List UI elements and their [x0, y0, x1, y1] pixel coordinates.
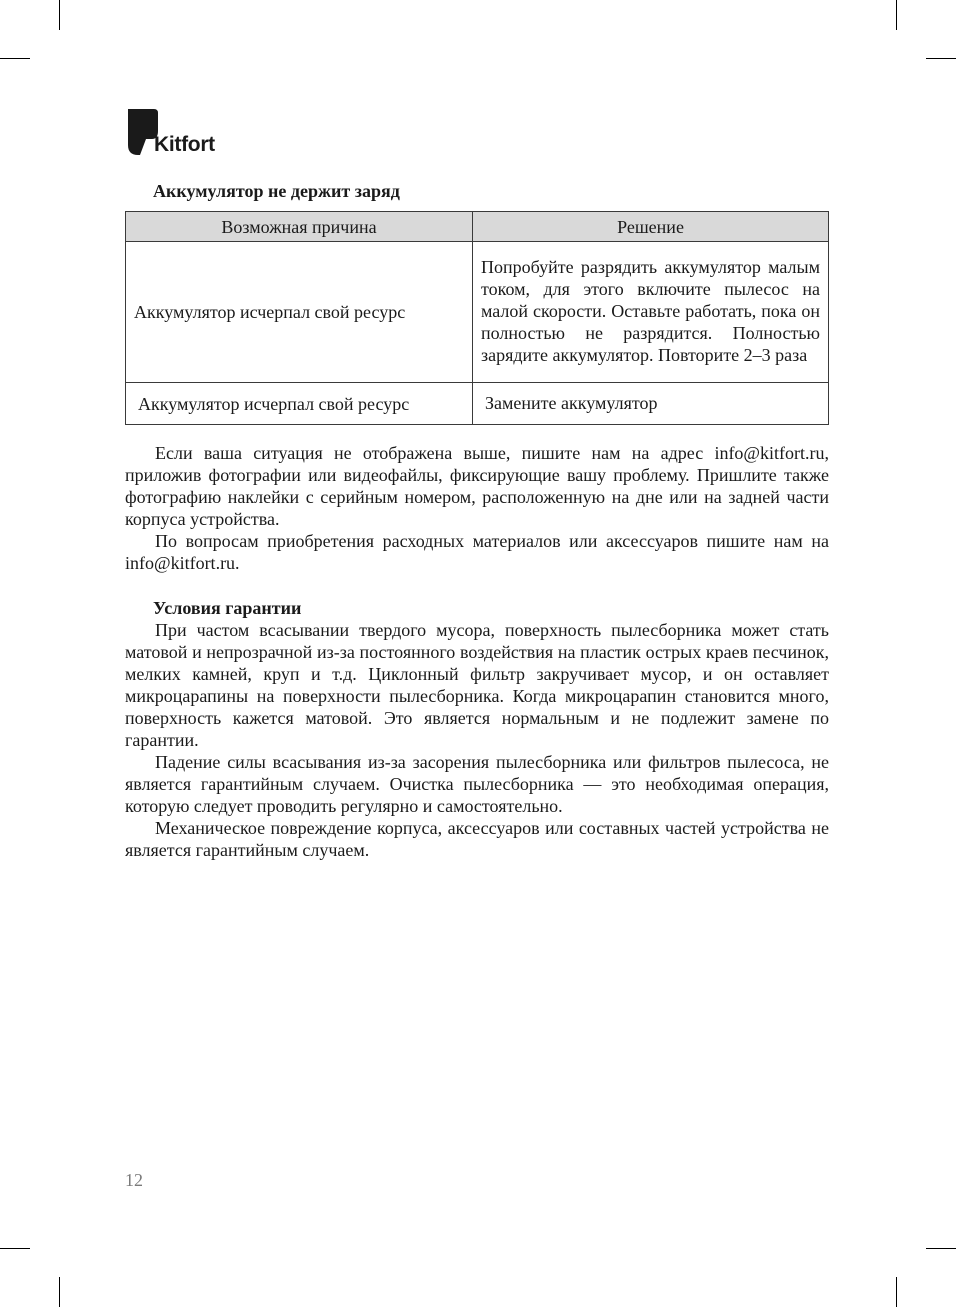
header-cause: Возможная причина	[126, 212, 473, 242]
solution-cell: Попробуйте разрядить аккумулятор малым током, для этого включите пылесос на малой скорости. Оставьте работать, пока он полностью не разрядится. Полностью зарядите аккумулятор. Повторите 2–3 раза	[473, 242, 829, 383]
crop-mark	[0, 58, 30, 59]
table-row	[126, 242, 829, 383]
crop-mark	[896, 1277, 897, 1307]
crop-mark	[926, 1248, 956, 1249]
table-header-row	[126, 212, 829, 242]
cause-cell: Аккумулятор исчерпал свой ресурс	[126, 242, 473, 383]
contact-paragraph: Если ваша ситуация не отображена выше, пишите нам на адрес info@kitfort.ru, приложив фотографии или видеофайлы, фиксирующие вашу проблему. Пришлите также фотографию наклейки с серийным номером, расположенную на дне или на задней части корпуса устройства.	[125, 443, 829, 529]
header-solution: Решение	[473, 212, 829, 242]
crop-mark	[896, 0, 897, 30]
page-number: 12	[125, 1170, 143, 1190]
warranty-paragraph: При частом всасывании твердого мусора, поверхность пылесборника может стать матовой и непрозрачной из-за постоянного воздействия на пластик острых краев песчинок, мелких камней, круп и т.д. Циклонный фильтр закручивает мусор, и он оставляет микроцарапины на поверхности пылесборника. Когда микроцарапин становится много, поверхность кажется матовой. Это является нормальным и не подлежит замене по гарантии.	[125, 620, 829, 750]
warranty-paragraph: Механическое повреждение корпуса, аксессуаров или составных частей устройства не является гарантийным случаем.	[125, 818, 829, 860]
solution-cell: Замените аккумулятор	[473, 383, 829, 425]
battery-section-title: Аккумулятор не держит заряд	[153, 181, 400, 201]
contact-paragraph: По вопросам приобретения расходных материалов или аксессуаров пишите нам на info@kitfort.ru.	[125, 531, 829, 573]
cause-cell: Аккумулятор исчерпал свой ресурс	[126, 383, 473, 425]
kitfort-logo	[126, 109, 226, 159]
brand-name: Kitfort	[154, 133, 215, 156]
warranty-title: Условия гарантии	[153, 598, 302, 618]
warranty-paragraph: Падение силы всасывания из-за засорения пылесборника или фильтров пылесоса, не является гарантийным случаем. Очистка пылесборника — это необходимая операция, которую следует проводить регулярно и самостоятельно.	[125, 752, 829, 816]
crop-mark	[926, 58, 956, 59]
troubleshooting-table	[125, 211, 829, 425]
crop-mark	[59, 0, 60, 30]
table-row	[126, 383, 829, 425]
crop-mark	[0, 1248, 30, 1249]
crop-mark	[59, 1277, 60, 1307]
